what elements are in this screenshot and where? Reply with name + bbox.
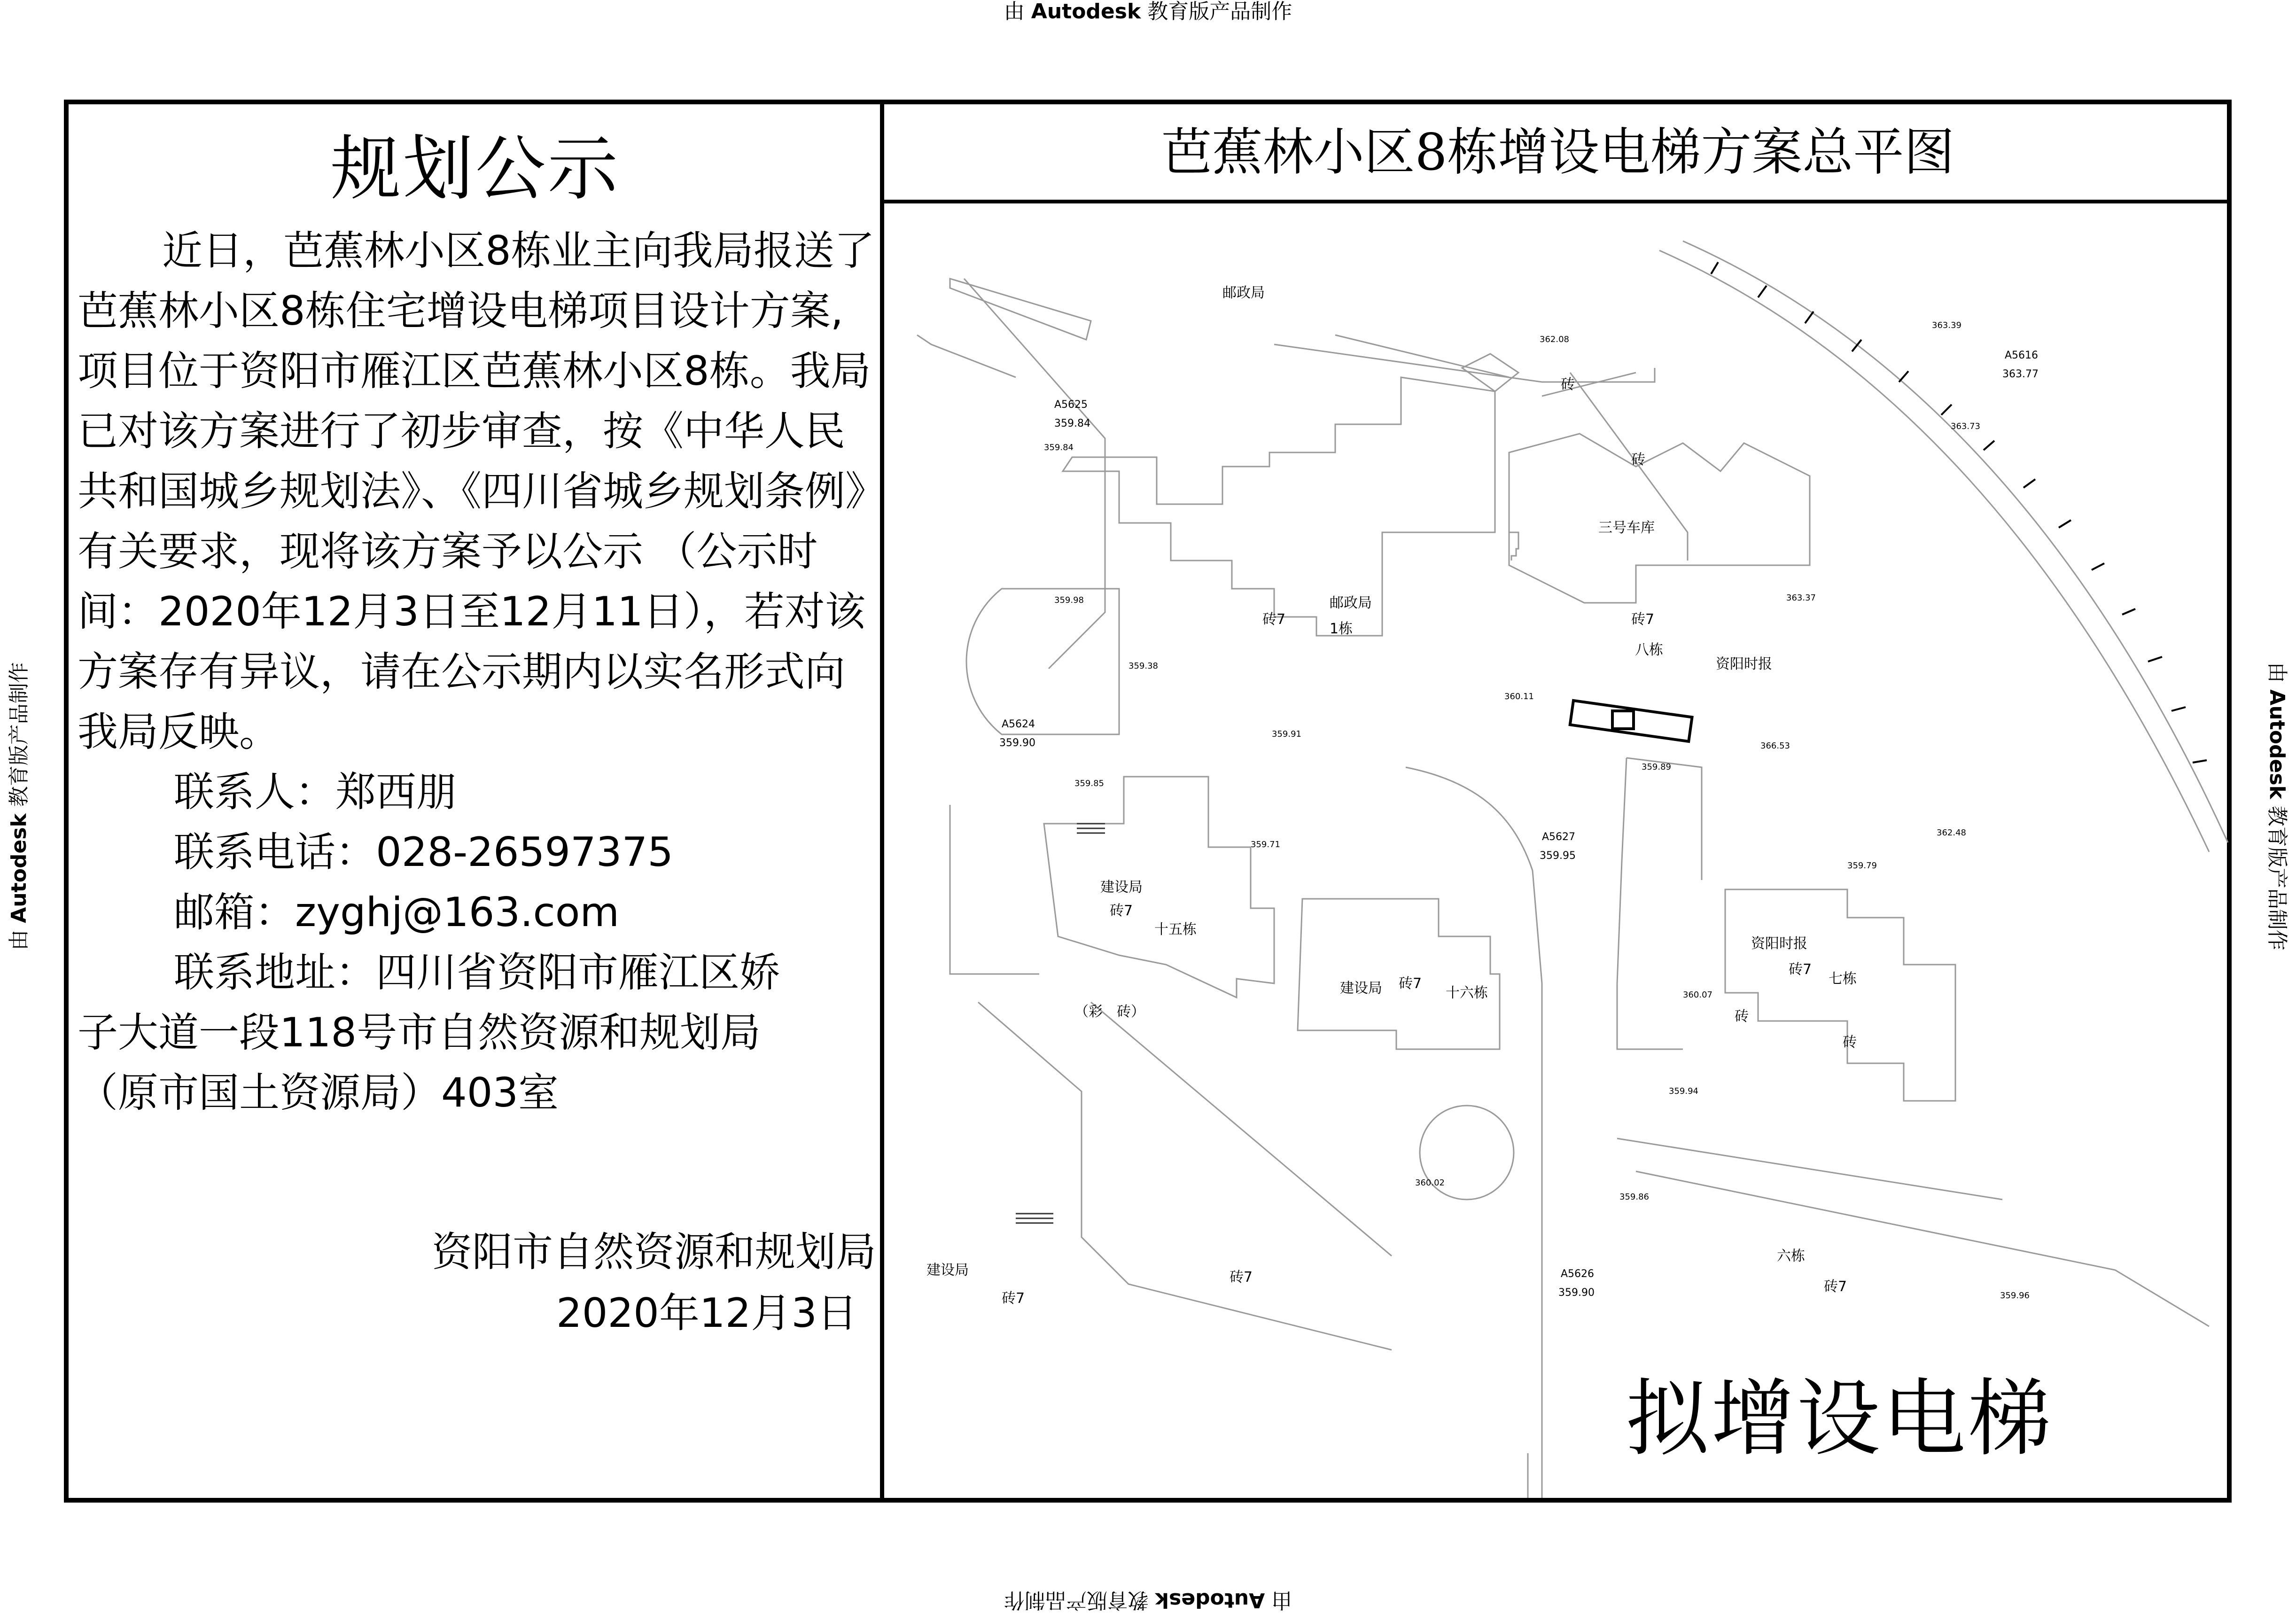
control-point-elev: 359.84 xyxy=(1054,418,1090,429)
proposed-elevator-footprint xyxy=(1570,701,1692,741)
label-brick7-b: 砖7 xyxy=(1631,611,1655,628)
label-garage-3: 三号车库 xyxy=(1598,520,1655,536)
west-lot-edge xyxy=(966,589,1119,734)
spot-height: 359.84 xyxy=(1044,443,1074,452)
label-building-8: 八栋 xyxy=(1635,642,1663,658)
issue-date: 2020年12月3日 xyxy=(556,1290,857,1337)
building-7-outline xyxy=(1725,889,1955,1101)
spot-height: 366.53 xyxy=(1760,741,1790,751)
label-brick-b: 砖 xyxy=(1561,376,1575,393)
sw-road-edge-2 xyxy=(1091,1002,1392,1256)
garage-road-edge-2 xyxy=(1542,373,1636,396)
label-construction-bureau-16: 建设局 xyxy=(1340,980,1382,997)
watermark-bottom: 由 Autodesk 教育版产品制作 xyxy=(1004,1588,1292,1612)
watermark-left: 由 Autodesk 教育版产品制作 xyxy=(7,662,31,951)
label-brick7-a: 砖7 xyxy=(1262,611,1286,628)
spot-height: 359.96 xyxy=(2000,1291,2030,1301)
proposed-elevator-marker xyxy=(1570,701,1692,741)
watermark-top: 由 Autodesk 教育版产品制作 xyxy=(1004,0,1292,23)
parking-stall-ticks xyxy=(1711,262,2207,763)
spot-height: 359.98 xyxy=(1054,595,1084,605)
spot-height: 359.71 xyxy=(1251,840,1280,849)
building-1-outline xyxy=(1063,377,1495,636)
stairs-hatch xyxy=(1016,824,1105,1223)
spot-height: 359.85 xyxy=(1074,779,1104,788)
plan-title: 芭蕉林小区8栋增设电梯方案总平图 xyxy=(1161,123,1955,182)
spot-height: 360.11 xyxy=(1504,692,1534,701)
control-point-id: A5627 xyxy=(1542,831,1576,843)
control-point-id: A5625 xyxy=(1054,399,1088,411)
watermark-right: 由 Autodesk 教育版产品制作 xyxy=(2265,662,2289,951)
spot-height: 359.38 xyxy=(1129,661,1158,671)
label-brick7-h: 砖7 xyxy=(1824,1278,1847,1295)
spot-height: 363.37 xyxy=(1786,593,1816,603)
label-construction-bureau-15: 建设局 xyxy=(1100,879,1143,896)
control-point-id: A5616 xyxy=(2005,350,2039,361)
label-brick7-e: 砖7 xyxy=(1789,961,1812,978)
contact-address-line-3: （原市国土资源局）403室 xyxy=(78,1069,559,1116)
spot-height: 362.08 xyxy=(1540,335,1569,344)
spot-height: 359.86 xyxy=(1619,1192,1649,1202)
map-linework xyxy=(917,241,2228,1498)
spot-height: 360.07 xyxy=(1683,990,1712,1000)
plan-title-separator xyxy=(884,200,2232,203)
notice-body xyxy=(78,221,881,1123)
label-brick7-g: 砖7 xyxy=(1230,1269,1253,1286)
contact-person: 联系人：郑西朋 xyxy=(174,769,457,816)
label-brick-a: 砖 xyxy=(1631,452,1645,468)
label-construction-bureau-sw: 建设局 xyxy=(926,1262,969,1278)
control-point-id: A5626 xyxy=(1561,1268,1595,1280)
label-building-7: 七栋 xyxy=(1829,971,1857,987)
label-building-16: 十六栋 xyxy=(1446,985,1488,1001)
sw-road-edge xyxy=(978,1002,1392,1350)
label-brick7-d: 砖7 xyxy=(1399,975,1422,992)
label-building-1: 1栋 xyxy=(1330,621,1353,637)
control-point-elev: 359.90 xyxy=(999,737,1035,749)
sw-lot-edge xyxy=(950,805,1039,974)
building-8-outline xyxy=(1509,434,1810,603)
proposed-elevator-caption: 拟增设电梯 xyxy=(1626,1370,2053,1467)
west-road-edge-2 xyxy=(917,335,1016,377)
label-brick-c: 砖 xyxy=(1735,1008,1749,1025)
contact-email: 邮箱：zyghj@163.com xyxy=(174,889,620,936)
control-point-elev: 363.77 xyxy=(2002,368,2039,380)
label-post-office: 邮政局 xyxy=(1222,285,1265,301)
parking-arc-outer xyxy=(1683,241,2228,842)
nw-wedge-outline xyxy=(950,279,1091,340)
label-brick7-f: 砖7 xyxy=(1002,1290,1025,1307)
control-point-elev: 359.90 xyxy=(1558,1287,1595,1299)
central-road-east xyxy=(1617,758,1683,1049)
south-lot-edge-2 xyxy=(1617,1138,2002,1200)
site-plan-map xyxy=(884,203,2232,1498)
label-brick7-c: 砖7 xyxy=(1110,903,1133,919)
spot-height: 359.91 xyxy=(1272,729,1301,739)
building-15-outline xyxy=(1044,777,1274,997)
spot-height: 359.89 xyxy=(1642,762,1671,772)
contact-address-line-2: 子大道一段118号市自然资源和规划局 xyxy=(78,1009,761,1056)
label-ziyang-daily-2: 资阳时报 xyxy=(1751,935,1807,952)
spot-height: 363.39 xyxy=(1932,320,1961,330)
north-road-edge xyxy=(1274,344,1655,382)
label-ziyang-daily: 资阳时报 xyxy=(1716,656,1772,672)
label-brick-d: 砖 xyxy=(1843,1034,1857,1051)
central-road-ne xyxy=(1627,758,1702,880)
issuer-name: 资阳市自然资源和规划局 xyxy=(432,1229,876,1276)
label-building-15: 十五栋 xyxy=(1154,921,1197,938)
contact-phone: 联系电话：028-26597375 xyxy=(174,829,673,876)
building-16-outline xyxy=(1298,899,1500,1049)
parking-arc-inner xyxy=(1659,250,2209,852)
spot-height: 359.79 xyxy=(1847,861,1877,871)
notice-title: 规划公示 xyxy=(330,128,620,210)
control-point-id: A5624 xyxy=(1002,718,1035,730)
proposed-elevator-shaft xyxy=(1612,711,1634,729)
south-lot-edge xyxy=(1636,1171,2209,1326)
label-colored-brick: （彩 砖） xyxy=(1074,1004,1145,1020)
central-road-west xyxy=(1406,767,1542,1498)
spot-height: 360.02 xyxy=(1415,1178,1445,1188)
control-point-elev: 359.95 xyxy=(1540,850,1576,862)
contact-address-line-1: 联系地址：四川省资阳市雁江区娇 xyxy=(174,949,780,996)
west-road-edge xyxy=(964,279,1105,669)
label-post-office-2: 邮政局 xyxy=(1330,595,1372,611)
notice-paragraph: 近日，芭蕉林小区8栋业主向我局报送了芭蕉林小区8栋住宅增设电梯项目设计方案,项目位于资阳市雁江区芭蕉林小区8栋。我局已对该方案进行了初步审查，按《中华人民共和国城乡规划法》、《四川省城乡规划条例》有关要求，现将该方案予以公示 （公示时间：2020年12月3日至12月11日），若对该方案存有异议，请在公示期内以实名形式向我局反映。 xyxy=(78,227,875,756)
spot-height: 363.73 xyxy=(1951,421,1980,431)
spot-height: 359.94 xyxy=(1669,1086,1698,1096)
label-building-6: 六栋 xyxy=(1777,1248,1805,1264)
spot-height: 362.48 xyxy=(1937,828,1966,838)
